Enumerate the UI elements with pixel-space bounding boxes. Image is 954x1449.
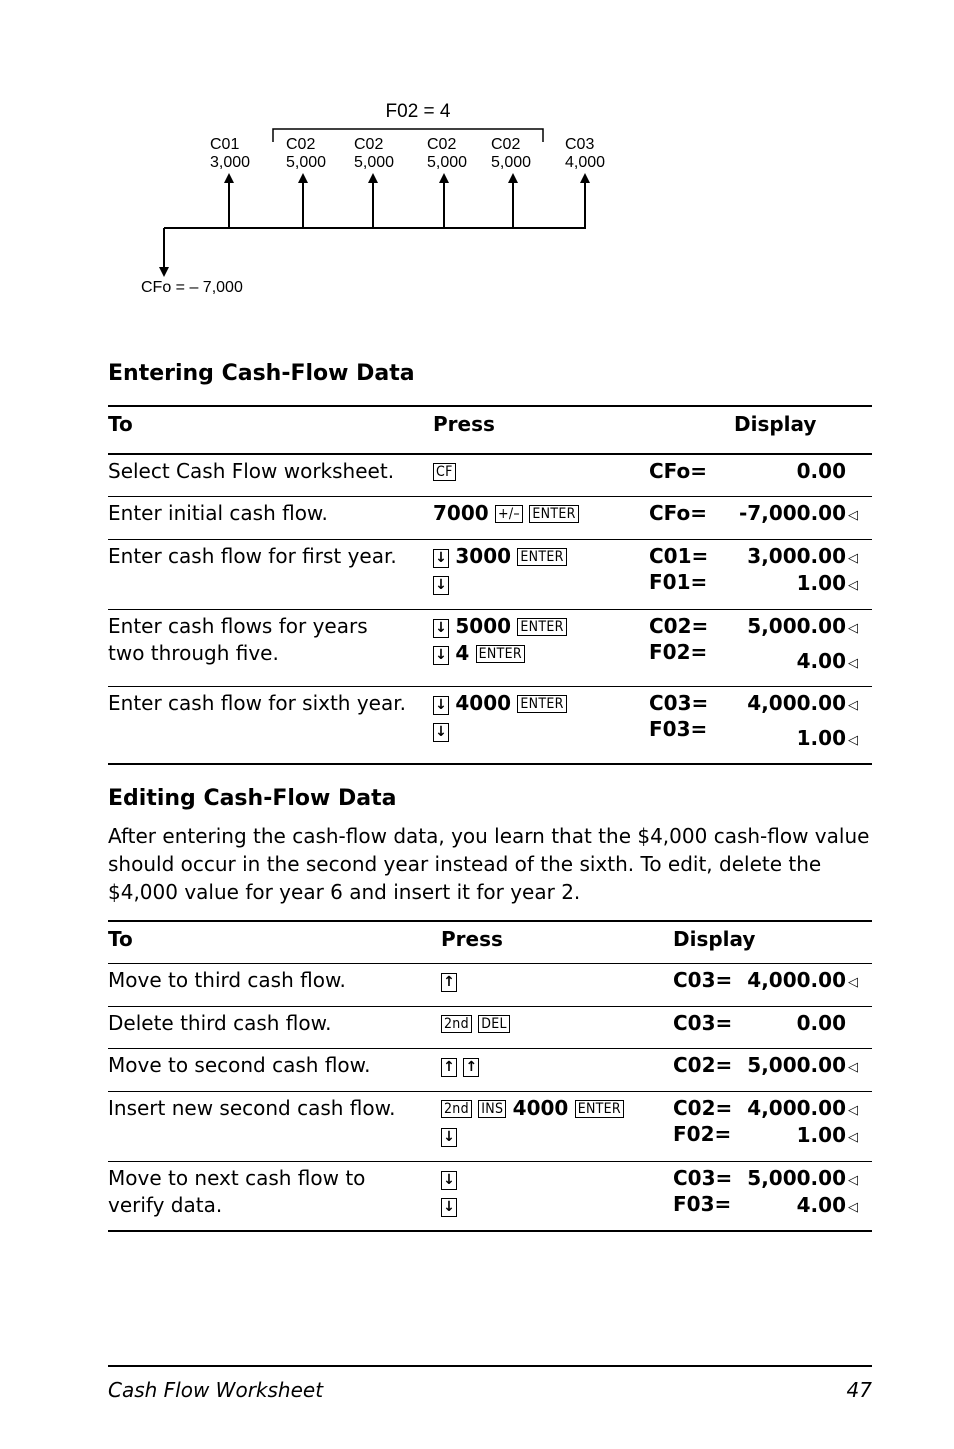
editing-paragraph: After entering the cash-flow data, you learn that the $4,000 cash-flow value should occur in the second year instead of the sixth. To edit, delete the $4,000 value for year 6 and insert it for year 2. — [108, 824, 870, 904]
row-description: Insert new second cash flow. — [108, 1096, 396, 1120]
down-arrow-key-icon: ↓ — [433, 646, 449, 665]
keystroke-sequence — [441, 967, 457, 994]
display-value-text: 0.00 — [796, 459, 846, 483]
table2-header-rule — [108, 963, 872, 964]
display-label: C02= — [673, 1053, 733, 1077]
flow-value-label: 5,000 — [427, 154, 468, 171]
flow-value-label: 5,000 — [286, 154, 327, 171]
down-arrow-key-icon: ↓ — [433, 576, 449, 595]
display-label: C03= — [673, 968, 733, 992]
key-enter-button: ENTER — [517, 618, 566, 636]
display-value-text: 4.00 — [796, 649, 846, 673]
flow-value-label: 5,000 — [354, 154, 395, 171]
entry-indicator-icon: ◁ — [848, 1130, 858, 1145]
row-separator — [108, 539, 872, 540]
row-description: verify data. — [108, 1193, 223, 1217]
display-value-text: 1.00 — [796, 1123, 846, 1147]
down-arrow-key-icon: ↓ — [441, 1128, 457, 1147]
row-separator — [108, 1006, 872, 1007]
footer-title: Cash Flow Worksheet — [108, 1378, 324, 1402]
display-value-text: 1.00 — [796, 726, 846, 750]
keystroke-sequence — [433, 717, 449, 744]
table2-header-display: Display — [673, 927, 756, 951]
flow-value-label: 3,000 — [210, 154, 251, 171]
row-separator — [108, 1161, 872, 1162]
row-description: two through five. — [108, 641, 279, 665]
key-enter-button: ENTER — [517, 548, 566, 566]
cash-flow-diagram — [0, 0, 954, 320]
display-value — [797, 458, 858, 487]
display-value — [739, 500, 858, 529]
table1-header-display: Display — [734, 412, 817, 436]
keystroke-sequence — [433, 570, 449, 597]
key-enter-button: ENTER — [529, 505, 578, 523]
key-enter-button: ENTER — [575, 1100, 624, 1118]
typed-number: 5000 — [455, 614, 512, 638]
keystroke-sequence — [433, 690, 567, 717]
keystroke-sequence — [441, 1122, 457, 1149]
keystroke-sequence — [433, 613, 567, 640]
key-ins-button: INS — [478, 1100, 506, 1118]
section-title-editing: Editing Cash-Flow Data — [108, 786, 397, 811]
footer-rule — [108, 1365, 872, 1367]
entry-indicator-icon: ◁ — [848, 578, 858, 593]
display-value-text: 3,000.00 — [747, 544, 846, 568]
key-del-button: DEL — [478, 1015, 510, 1033]
keystroke-sequence — [441, 1165, 457, 1192]
table1-header-rule — [108, 453, 872, 455]
row-description: Select Cash Flow worksheet. — [108, 459, 395, 483]
down-arrow-key-icon: ↓ — [433, 696, 449, 715]
row-separator — [108, 686, 872, 687]
display-label: F02= — [673, 1122, 732, 1146]
display-label: C03= — [649, 691, 709, 715]
display-value-text: 4.00 — [796, 1193, 846, 1217]
display-label: C03= — [673, 1166, 733, 1190]
flow-code-label: C03 — [565, 136, 595, 153]
display-value-text: -7,000.00 — [739, 501, 846, 525]
display-value — [747, 1165, 858, 1194]
key-2nd-button: 2nd — [441, 1015, 472, 1033]
entry-indicator-icon: ◁ — [848, 508, 858, 523]
display-label: F02= — [649, 640, 708, 664]
up-arrow-key-icon: ↑ — [441, 973, 457, 992]
up-arrow-key-icon: ↑ — [463, 1058, 479, 1077]
display-value-text: 5,000.00 — [747, 1166, 846, 1190]
entry-indicator-icon: ◁ — [848, 1200, 858, 1215]
row-description: Enter cash flow for first year. — [108, 544, 397, 568]
keystroke-sequence — [441, 1052, 479, 1079]
keystroke-sequence — [433, 458, 456, 485]
row-description: Move to next cash flow to — [108, 1166, 366, 1190]
display-label: C02= — [649, 614, 709, 638]
display-label: F03= — [673, 1192, 732, 1216]
row-separator — [108, 496, 872, 497]
down-arrow-key-icon: ↓ — [433, 549, 449, 568]
entry-indicator-icon: ◁ — [848, 733, 858, 748]
display-value-text: 5,000.00 — [747, 614, 846, 638]
typed-number: 7000 — [433, 501, 489, 525]
display-value-text: 1.00 — [796, 571, 846, 595]
row-description: Move to third cash flow. — [108, 968, 346, 992]
key-enter-button: ENTER — [476, 645, 525, 663]
key-cf-button: CF — [433, 463, 456, 481]
display-label: F03= — [649, 717, 708, 741]
flow-code-label: C02 — [491, 136, 521, 153]
keystroke-sequence — [433, 543, 567, 570]
display-value — [797, 648, 858, 677]
table1-top-rule — [108, 405, 872, 407]
down-arrow-key-icon: ↓ — [441, 1198, 457, 1217]
display-label: C02= — [673, 1096, 733, 1120]
table1-header-press: Press — [433, 412, 495, 436]
page-number: 47 — [846, 1378, 872, 1402]
display-value-text: 0.00 — [796, 1011, 846, 1035]
display-label: CFo= — [649, 459, 708, 483]
table2-header-press: Press — [441, 927, 503, 951]
keystroke-sequence — [433, 500, 579, 527]
typed-number: 3000 — [455, 544, 512, 568]
row-description: Delete third cash flow. — [108, 1011, 332, 1035]
typed-number: 4 — [455, 641, 470, 665]
table2-header-to: To — [108, 927, 133, 951]
key-2nd-button: 2nd — [441, 1100, 472, 1118]
display-value — [747, 1095, 858, 1124]
row-description: Move to second cash flow. — [108, 1053, 371, 1077]
key-enter-button: ENTER — [517, 695, 566, 713]
display-value-text: 4,000.00 — [747, 1096, 846, 1120]
display-value — [747, 690, 858, 719]
row-description: Enter cash flow for sixth year. — [108, 691, 406, 715]
entry-indicator-icon: ◁ — [848, 551, 858, 566]
flow-value-label: 5,000 — [491, 154, 532, 171]
keystroke-sequence — [433, 640, 525, 667]
table1-header-to: To — [108, 412, 133, 436]
display-value — [747, 967, 858, 996]
entry-indicator-icon: ◁ — [848, 975, 858, 990]
display-value — [797, 570, 858, 599]
flow-value-label: 4,000 — [565, 154, 606, 171]
display-value-text: 5,000.00 — [747, 1053, 846, 1077]
display-label: CFo= — [649, 501, 708, 525]
typed-number: 4000 — [455, 691, 512, 715]
row-separator — [108, 609, 872, 610]
table-bottom-rule — [108, 1230, 872, 1232]
key--button: +/– — [495, 505, 523, 523]
table2-top-rule — [108, 920, 872, 922]
display-value — [747, 1052, 858, 1081]
entry-indicator-icon: ◁ — [848, 698, 858, 713]
initial-flow-label: CFo = – 7,000 — [141, 279, 243, 296]
down-arrow-key-icon: ↓ — [433, 723, 449, 742]
down-arrow-key-icon: ↓ — [441, 1171, 457, 1190]
down-arrow-key-icon: ↓ — [433, 619, 449, 638]
display-value — [747, 613, 858, 642]
display-value-text: 4,000.00 — [747, 691, 846, 715]
row-separator — [108, 1091, 872, 1092]
display-label: C01= — [649, 544, 709, 568]
display-value — [797, 725, 858, 754]
row-description: Enter cash flows for years — [108, 614, 368, 638]
entry-indicator-icon: ◁ — [848, 1103, 858, 1118]
flow-code-label: C02 — [427, 136, 457, 153]
keystroke-sequence — [441, 1010, 510, 1037]
keystroke-sequence — [441, 1095, 624, 1122]
keystroke-sequence — [441, 1192, 457, 1219]
entry-indicator-icon: ◁ — [848, 656, 858, 671]
display-label: C03= — [673, 1011, 733, 1035]
row-separator — [108, 1048, 872, 1049]
bracket-label: F02 = 4 — [385, 101, 451, 122]
table-bottom-rule — [108, 763, 872, 765]
typed-number: 4000 — [512, 1096, 569, 1120]
entry-indicator-icon: ◁ — [848, 621, 858, 636]
flow-code-label: C02 — [354, 136, 384, 153]
section-title-entering: Entering Cash-Flow Data — [108, 361, 415, 386]
entry-indicator-icon: ◁ — [848, 1173, 858, 1188]
display-value — [797, 1122, 858, 1151]
display-value — [797, 1192, 858, 1221]
display-value — [747, 543, 858, 572]
entry-indicator-icon: ◁ — [848, 1060, 858, 1075]
row-description: Enter initial cash flow. — [108, 501, 328, 525]
flow-code-label: C01 — [210, 136, 240, 153]
display-label: F01= — [649, 570, 708, 594]
display-value-text: 4,000.00 — [747, 968, 846, 992]
display-value — [797, 1010, 858, 1039]
flow-code-label: C02 — [286, 136, 316, 153]
up-arrow-key-icon: ↑ — [441, 1058, 457, 1077]
